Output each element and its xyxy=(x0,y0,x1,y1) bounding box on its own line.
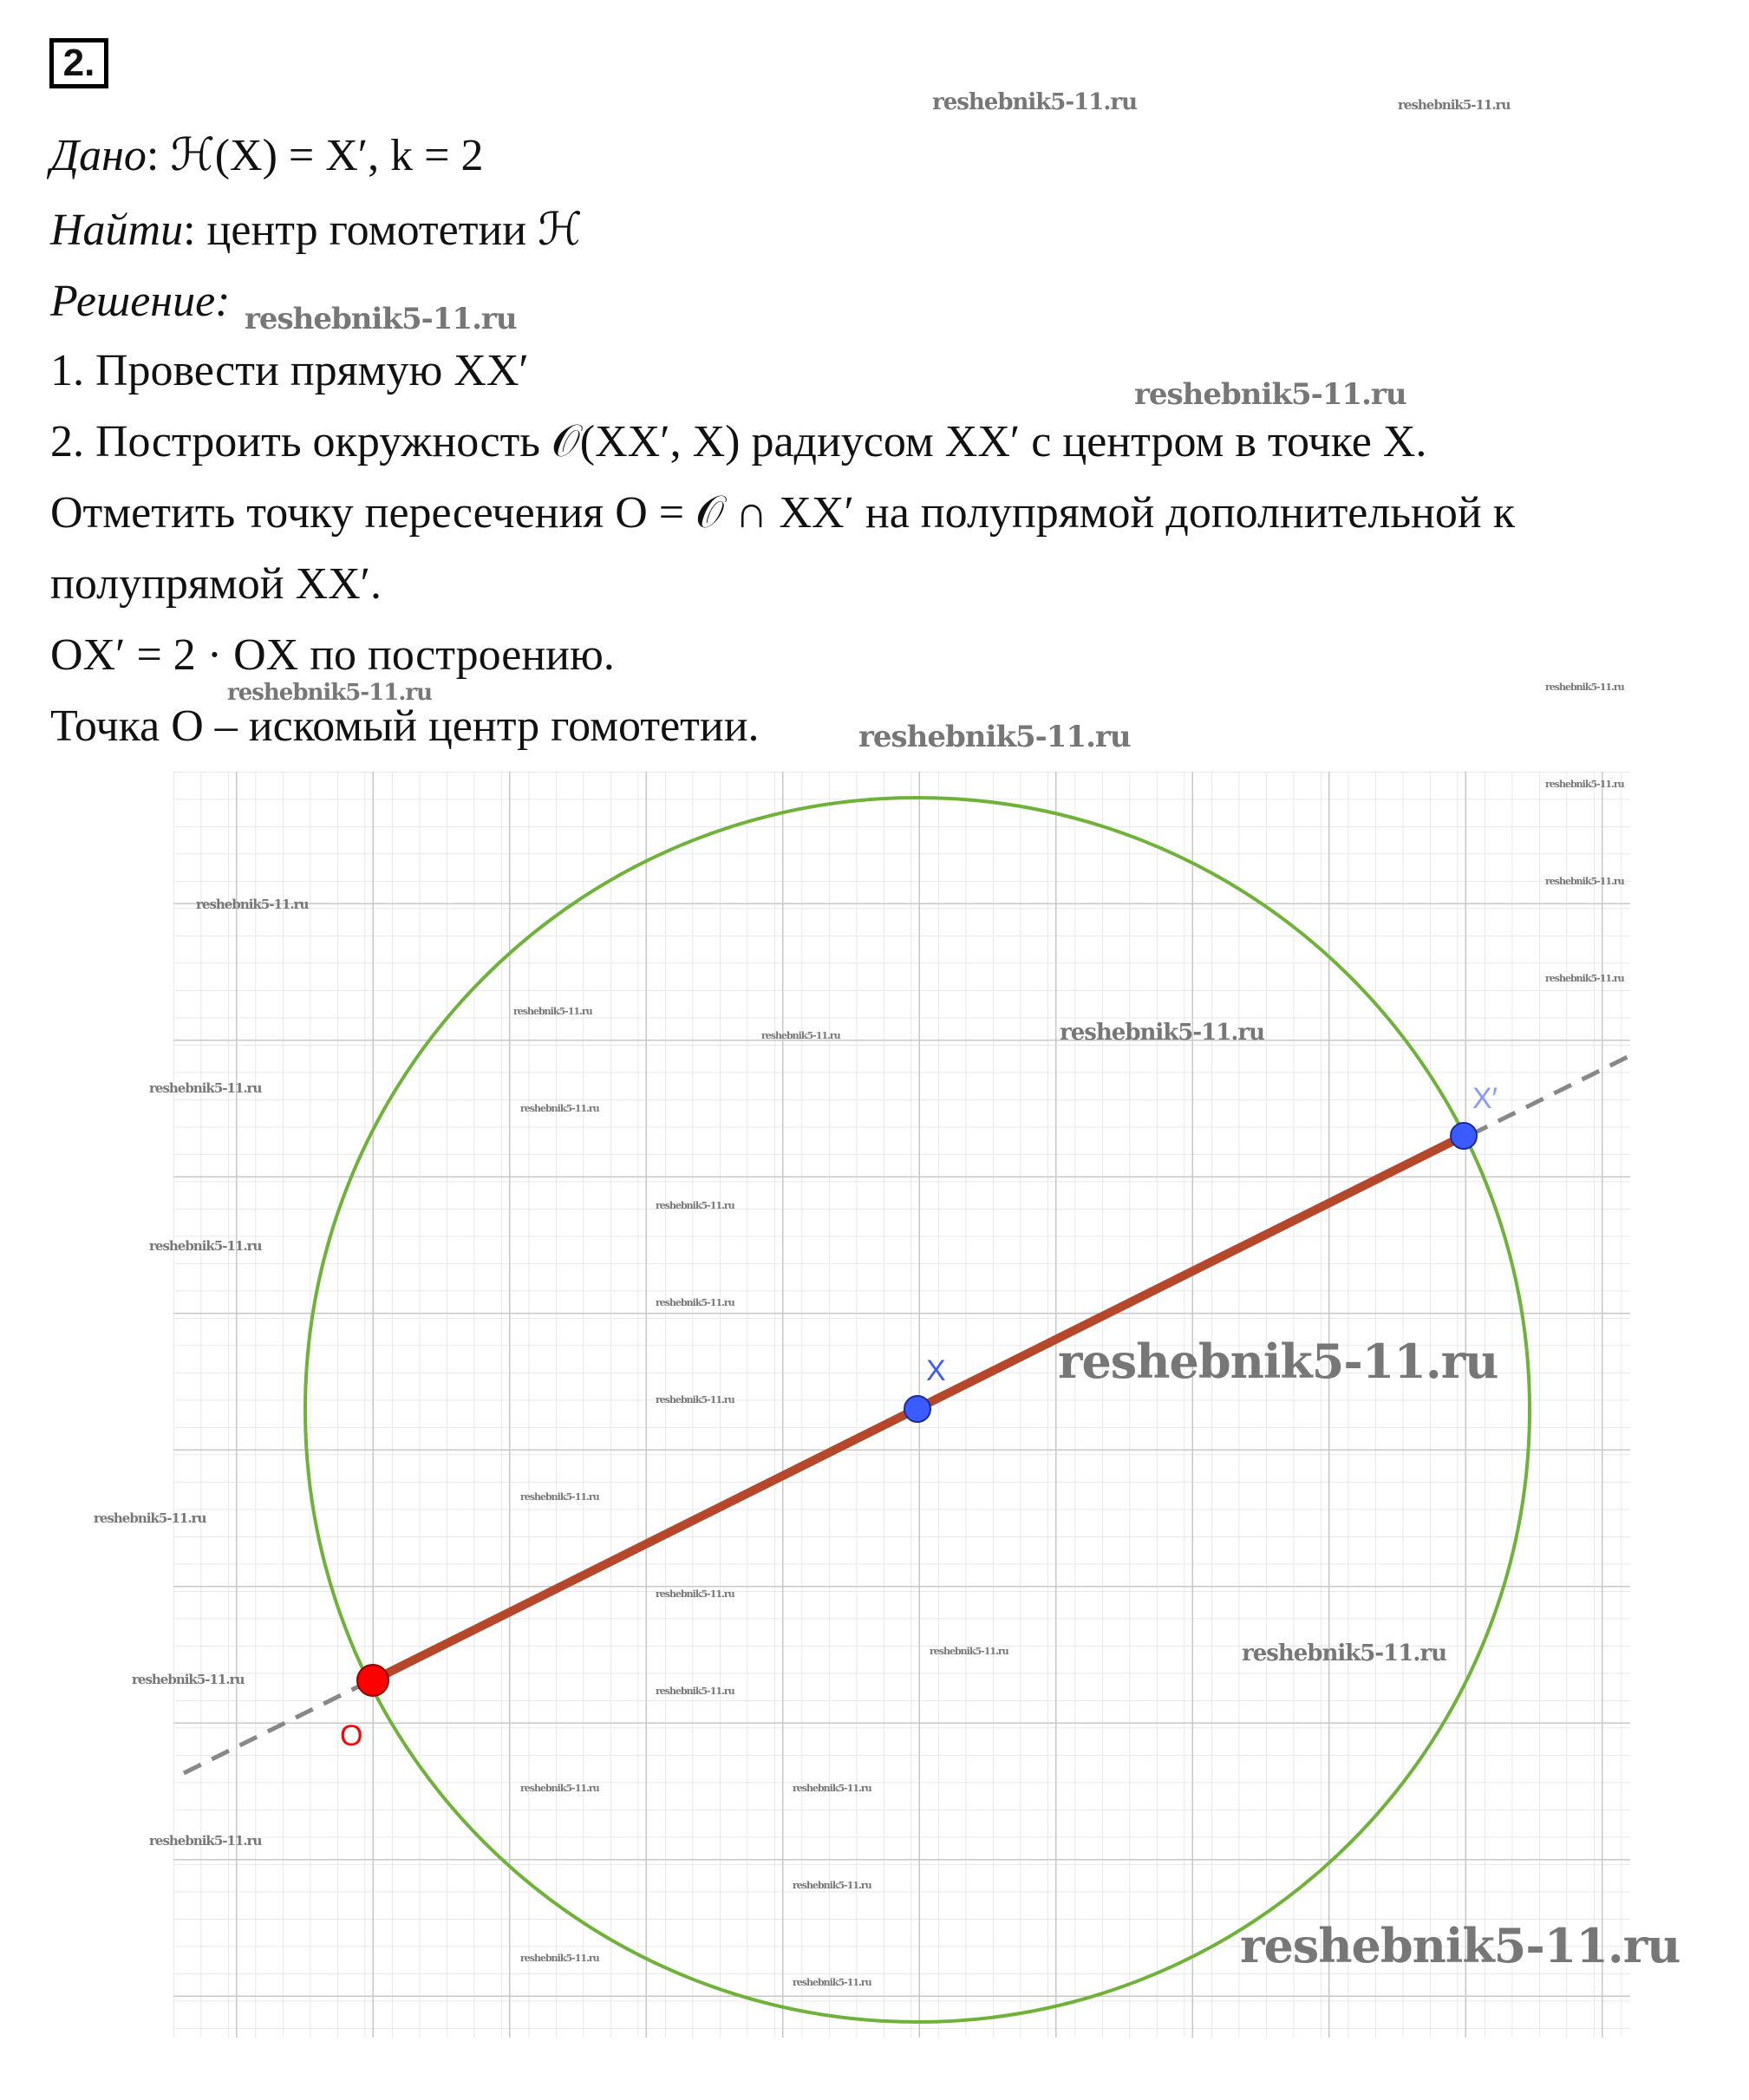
point-x[interactable] xyxy=(904,1396,930,1422)
point-x-prime[interactable] xyxy=(1451,1123,1477,1149)
watermark: reshebnik5-11.ru xyxy=(656,1200,734,1211)
watermark: reshebnik5-11.ru xyxy=(932,89,1138,115)
watermark: reshebnik5-11.ru xyxy=(245,302,517,336)
watermark: reshebnik5-11.ru xyxy=(656,1297,734,1308)
watermark: reshebnik5-11.ru xyxy=(1545,973,1624,984)
given-label: Дано xyxy=(50,131,147,180)
watermark: reshebnik5-11.ru xyxy=(1398,97,1511,113)
step-conclusion: Точка O – искомый центр гомотетии. xyxy=(50,701,760,751)
homothety-construction-figure xyxy=(173,772,1630,2038)
watermark: reshebnik5-11.ru xyxy=(1060,1020,1265,1046)
watermark: reshebnik5-11.ru xyxy=(793,1880,871,1891)
problem-number: 2. xyxy=(49,38,108,88)
step-2-mark: Отметить точку пересечения O = 𝒪 ∩ XX′ на полупрямой дополнительной к xyxy=(50,488,1515,538)
solution-label: Решение: xyxy=(50,277,231,326)
watermark: reshebnik5-11.ru xyxy=(793,1783,871,1794)
step-2: 2. Построить окружность 𝒪(XX′, X) радиусом XX′ с центром в точке X. xyxy=(50,417,1427,466)
watermark: reshebnik5-11.ru xyxy=(656,1686,734,1697)
watermark: reshebnik5-11.ru xyxy=(196,897,309,912)
watermark: reshebnik5-11.ru xyxy=(520,1103,599,1114)
watermark: reshebnik5-11.ru xyxy=(520,1491,599,1503)
given-line xyxy=(50,130,484,182)
watermark: reshebnik5-11.ru xyxy=(1058,1334,1498,1389)
watermark: reshebnik5-11.ru xyxy=(94,1510,206,1526)
watermark: reshebnik5-11.ru xyxy=(656,1394,734,1405)
grid-major xyxy=(173,772,1630,2038)
label-x: X xyxy=(926,1354,946,1387)
watermark: reshebnik5-11.ru xyxy=(761,1030,840,1041)
watermark: reshebnik5-11.ru xyxy=(1545,682,1624,693)
watermark: reshebnik5-11.ru xyxy=(520,1953,599,1964)
watermark: reshebnik5-11.ru xyxy=(1134,377,1406,412)
find-text: : центр гомотетии ℋ xyxy=(183,205,583,255)
watermark: reshebnik5-11.ru xyxy=(513,1006,592,1017)
watermark: reshebnik5-11.ru xyxy=(656,1588,734,1600)
step-1: 1. Провести прямую XX′ xyxy=(50,346,529,395)
label-o: O xyxy=(340,1719,363,1752)
watermark: reshebnik5-11.ru xyxy=(132,1672,245,1687)
watermark: reshebnik5-11.ru xyxy=(149,1080,262,1096)
watermark: reshebnik5-11.ru xyxy=(1545,779,1624,790)
watermark: reshebnik5-11.ru xyxy=(149,1833,262,1849)
watermark: reshebnik5-11.ru xyxy=(1545,876,1624,887)
watermark: reshebnik5-11.ru xyxy=(149,1238,262,1254)
step-2-halfline: полупрямой XX′. xyxy=(50,559,382,609)
point-o[interactable] xyxy=(357,1665,388,1696)
watermark: reshebnik5-11.ru xyxy=(858,720,1131,754)
find-line xyxy=(50,205,583,257)
watermark: reshebnik5-11.ru xyxy=(930,1646,1008,1657)
watermark: reshebnik5-11.ru xyxy=(1240,1918,1680,1973)
find-label: Найти xyxy=(50,205,184,255)
step-ratio: OX′ = 2 · OX по построению. xyxy=(50,630,615,680)
watermark: reshebnik5-11.ru xyxy=(520,1783,599,1794)
given-text: : ℋ(X) = X′, k = 2 xyxy=(146,131,484,180)
watermark: reshebnik5-11.ru xyxy=(1242,1640,1447,1666)
watermark: reshebnik5-11.ru xyxy=(227,680,433,706)
label-x-prime: X′ xyxy=(1472,1082,1498,1115)
watermark: reshebnik5-11.ru xyxy=(793,1977,871,1988)
